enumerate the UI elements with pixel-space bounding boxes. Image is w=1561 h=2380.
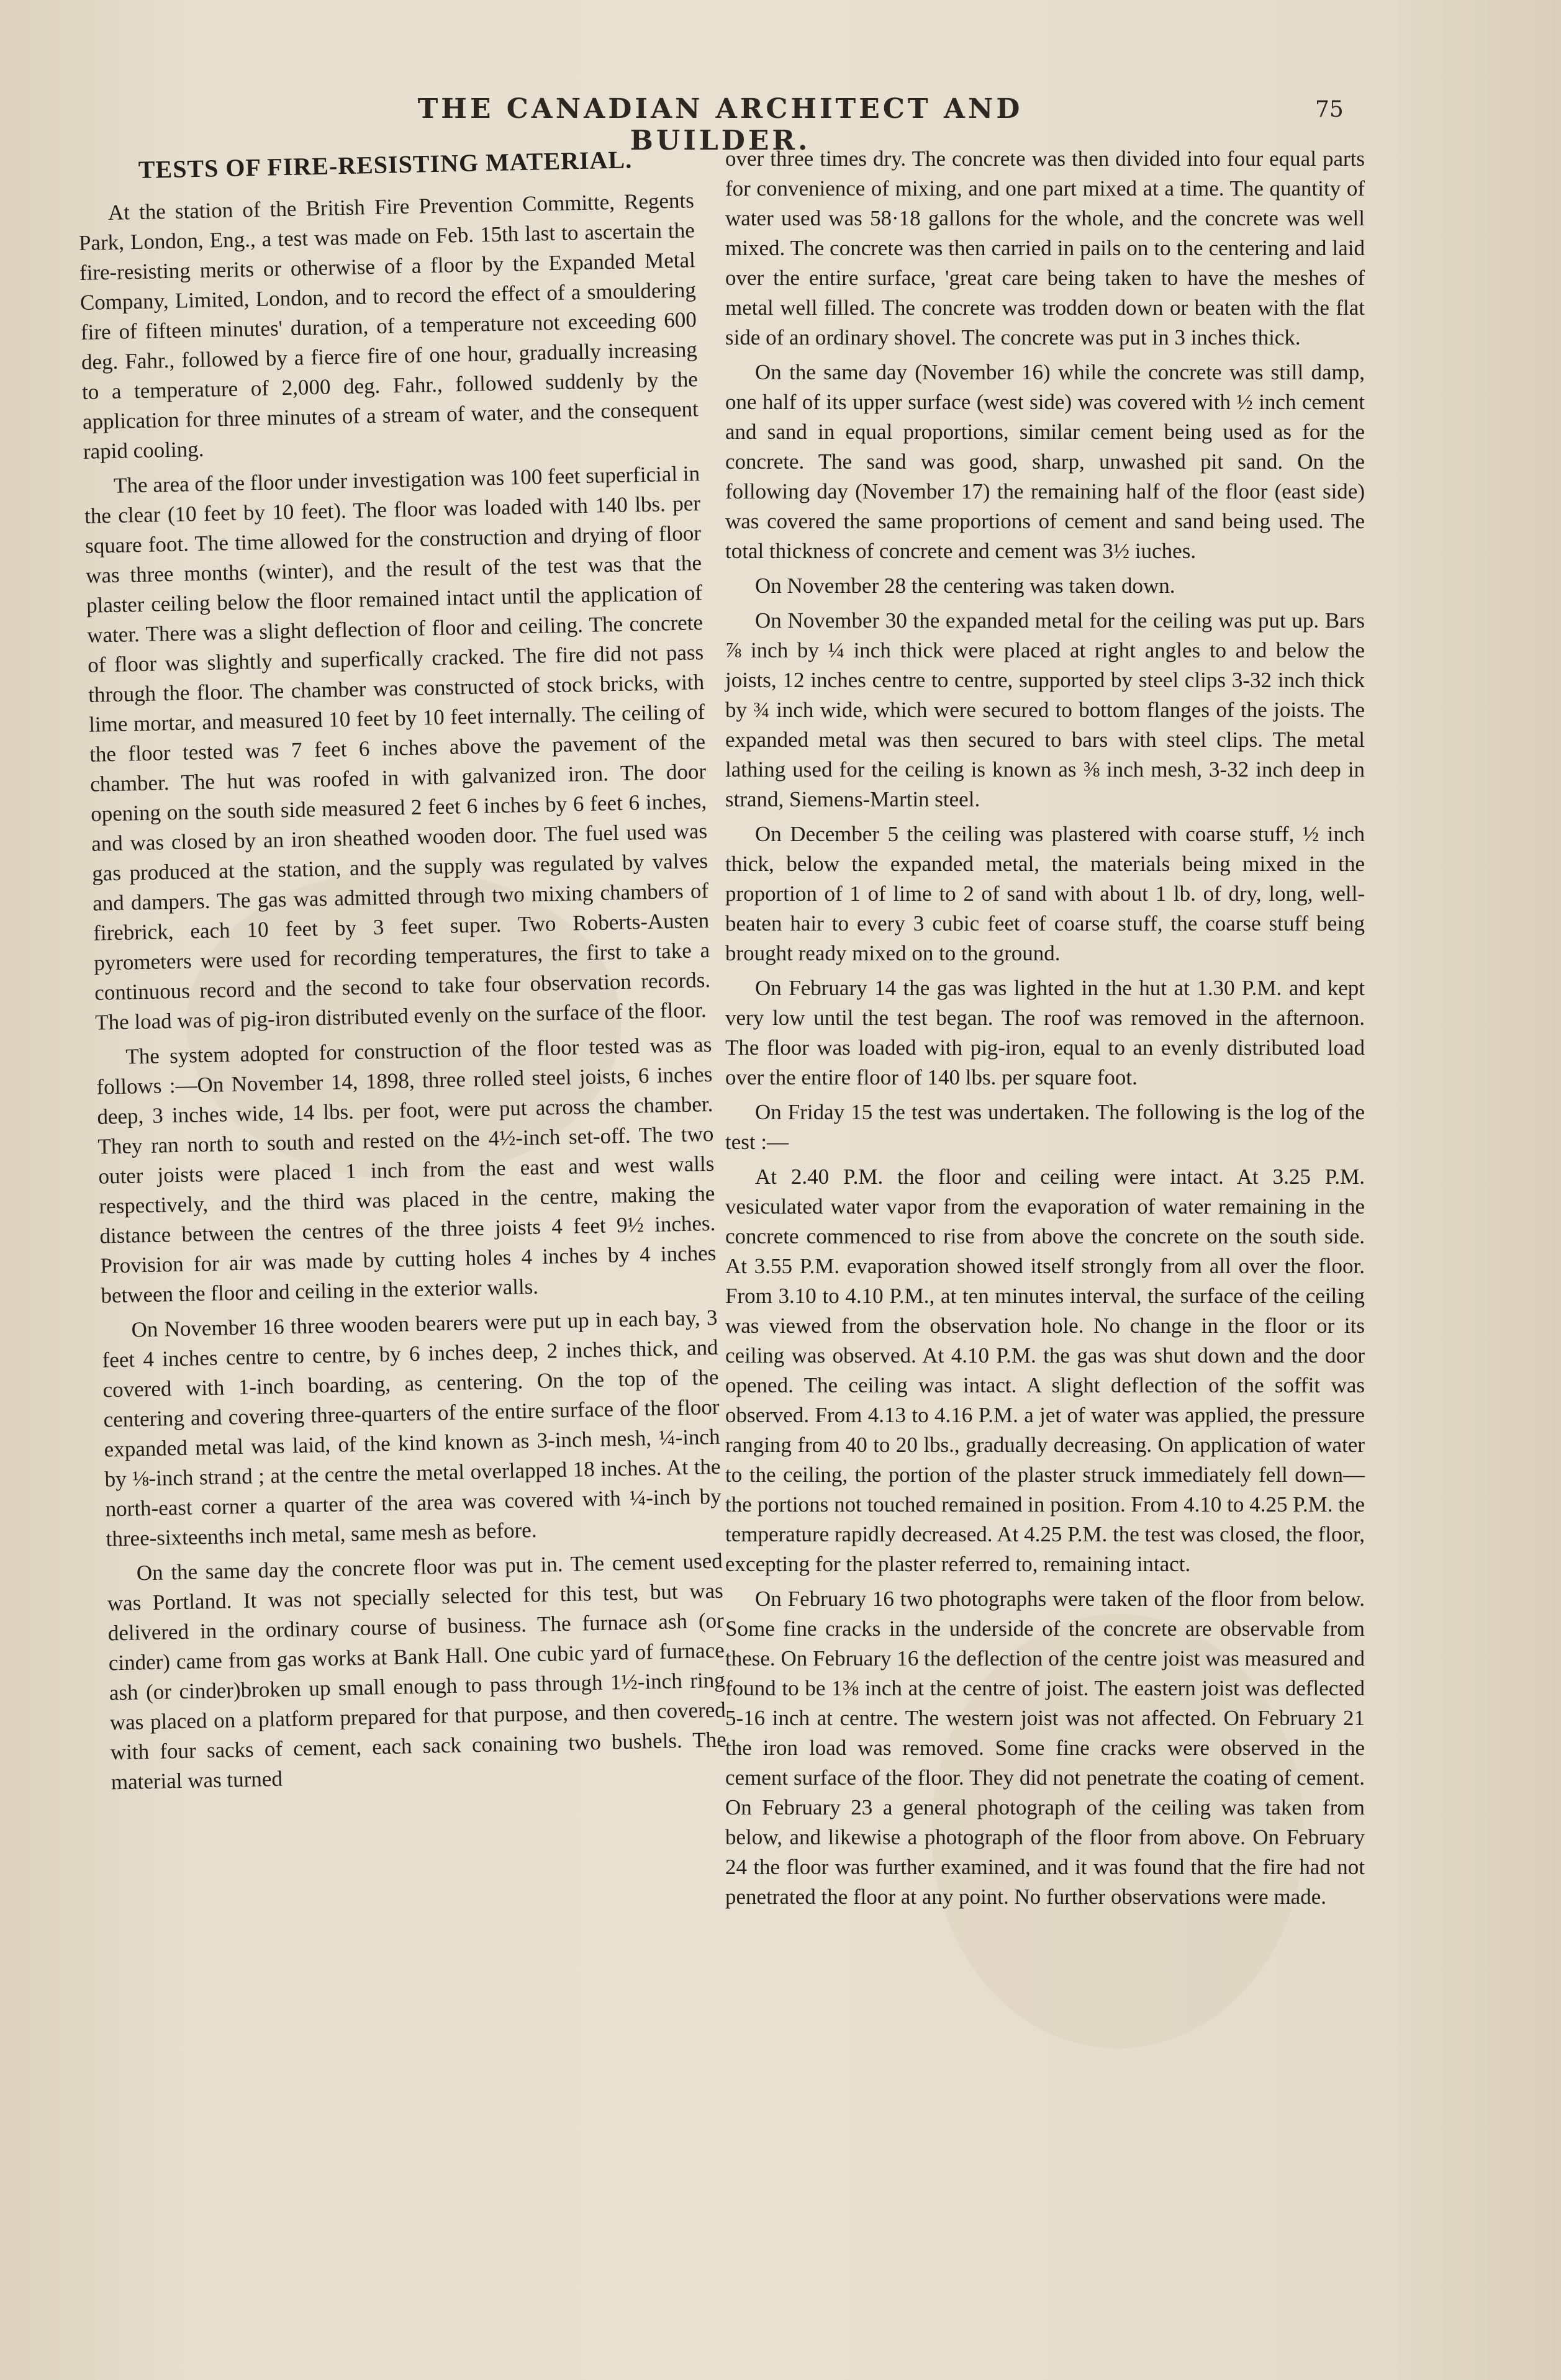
paragraph: At 2.40 P.M. the floor and ceiling were intact. At 3.25 P.M. vesiculated water vapor from the evaporation of water remaining in the concrete commenced to rise from above the concrete on the south side. At 3.55 P.M. evaporation showed itself strongly from all over the floor. From 3.10 to 4.10 P.M., at ten minutes interval, the surface of the ceiling was viewed from the observation hole. No change in the floor or its ceiling was observed. At 4.10 P.M. the gas was shut down and the door opened. The ceiling was intact. A slight deflection of the soffit was observed. From 4.13 to 4.16 P.M. a jet of water was applied, the pressure ranging from 40 to 20 lbs., gradually decreasing. On application of water to the ceiling, the portion of the plaster struck immediately fell down—the portions not touched remained in position. From 4.10 to 4.25 P.M. the temperature rapidly decreased. At 4.25 P.M. the test was closed, the floor, excepting for the plaster referred to, remaining intact. — [725, 1165, 1365, 1576]
paragraph: The system adopted for construction of the floor tested was as follows :—On November 14, 1898, three rolled steel joists, 6 inches deep, 3 inches wide, 14 lbs. per foot, were put across the chamber. They ran north to south and rested on the 4½-inch set-off. The two outer joists were placed 1 inch from the east and west walls respectively, and the third was placed in the centre, making the distance between the centres of the three joists 4 feet 9½ inches. Provision for air was made by cutting holes 4 inches by 4 inches between the floor and ceiling in the exterior walls. — [96, 1032, 717, 1308]
left-column — [77, 142, 727, 1802]
paragraph: At the station of the British Fire Prevention Committe, Regents Park, London, Eng., a test was made on Feb. 15th last to ascertain the fire-resisting merits or otherwise of a floor by the Expanded Metal Company, Limited, London, and to record the effect of a smouldering fire of fifteen minutes' duration, of a temperature not exceeding 600 deg. Fahr., followed by a fierce fire of one hour, gradually increasing to a temperature of 2,000 deg. Fahr., followed suddenly by the application for three minutes of a stream of water, and the consequent rapid cooling. — [78, 188, 699, 464]
paragraph: On December 5 the ceiling was plastered with coarse stuff, ½ inch thick, below the expanded metal, the materials being mixed in the proportion of 1 of lime to 2 of sand with about 1 lb. of dry, long, well-beaten hair to every 3 cubic feet of coarse stuff, the coarse stuff being brought ready mixed on to the ground. — [725, 822, 1365, 965]
running-title: THE CANADIAN ARCHITECT AND BUILDER. — [417, 93, 1023, 156]
page-header — [0, 93, 1561, 156]
paragraph: On November 30 the expanded metal for the ceiling was put up. Bars ⅞ inch by ¼ inch thick were placed at right angles to and below the joists, 12 inches centre to centre, supported by steel clips 3-32 inch thick by ¾ inch wide, which were secured to bottom flanges of the joists. The expanded metal was then secured to bars with steel clips. The metal lathing used for the ceiling is known as ⅜ inch mesh, 3-32 inch deep in strand, Siemens-Martin steel. — [725, 608, 1365, 811]
page-number: 75 — [1315, 97, 1344, 122]
article-title: TESTS OF FIRE-RESISTING MATERIAL. — [138, 145, 633, 184]
right-column — [725, 144, 1365, 1917]
paragraph: On Friday 15 the test was undertaken. The following is the log of the test :— — [725, 1100, 1365, 1154]
paragraph: The area of the floor under investigation was 100 feet superficial in the clear (10 feet by 10 feet). The floor was loaded with 140 lbs. per square foot. The time allowed for the construction and drying of floor was three months (winter), and the result of the test was that the plaster ceiling below the floor remained intact until the application of water. There was a slight deflection of floor and ceiling. The concrete of floor was slightly and superfically cracked. The fire did not pass through the floor. The chamber was constructed of stock bricks, with lime mortar, and measured 10 feet by 10 feet internally. The ceiling of the floor tested was 7 feet 6 inches above the pavement of the chamber. The hut was roofed in with galvanized iron. The door opening on the south side measured 2 feet 6 inches by 6 feet 6 inches, and was closed by an iron sheathed wooden door. The fuel used was gas produced at the station, and the supply was regulated by valves and dampers. The gas was admitted through two mixing chambers of firebrick, each 10 feet by 3 feet super. Two Roberts-Austen pyrometers were used for recording temperatures, the first to take a continuous record and the second to take four observation records. The load was of pig-iron distributed evenly on the surface of the floor. — [84, 461, 711, 1035]
paragraph: On the same day (November 16) while the concrete was still damp, one half of its upper surface (west side) was covered with ½ inch cement and sand in equal proportions, similar cement being used as for the concrete. The sand was good, sharp, unwashed pit sand. On the following day (November 17) the remaining half of the floor (east side) was covered the same proportions of cement and sand being used. The total thickness of concrete and cement was 3½ iuches. — [725, 360, 1365, 563]
paragraph: On November 28 the centering was taken down. — [755, 574, 1175, 598]
paragraph: On November 16 three wooden bearers were put up in each bay, 3 feet 4 inches centre to centre, by 6 inches deep, 2 inches thick, and covered with 1-inch boarding, as centering. On the top of the centering and covering three-quarters of the entire surface of the floor expanded metal was laid, of the kind known as 3-inch mesh, ¼-inch by ⅛-inch strand ; at the centre the metal overlapped 18 inches. At the north-east corner a quarter of the area was covered with ¼-inch by three-sixteenths inch metal, same mesh as before. — [102, 1305, 722, 1551]
paragraph-continued: over three times dry. The concrete was then divided into four equal parts for convenience of mixing, and one part mixed at a time. The quantity of water used was 58·18 gallons for the whole, and the concrete was well mixed. The concrete was then carried in pails on to the centering and laid over the entire surface, 'great care being taken to have the meshes of metal well filled. The concrete was trodden down or beaten with the flat side of an ordinary shovel. The concrete was put in 3 inches thick. — [725, 146, 1365, 349]
paragraph: On February 14 the gas was lighted in the hut at 1.30 P.M. and kept very low until the test began. The roof was removed in the afternoon. The floor was loaded with pig-iron, equal to an evenly distributed load over the entire floor of 140 lbs. per square foot. — [725, 976, 1365, 1089]
paragraph: On February 16 two photographs were taken of the floor from below. Some fine cracks in the underside of the concrete are observable from these. On February 16 the deflection of the centre joist was measured and found to be 1⅜ inch at the centre of joist. The eastern joist was deflected 5-16 inch at centre. The western joist was not affected. On February 21 the iron load was removed. Some fine cracks were observed in the cement surface of the floor. They did not penetrate the coating of cement. On February 23 a general photograph of the ceiling was taken from below, and likewise a photograph of the floor from above. On February 24 the floor was further examined, and it was found that the fire had not penetrated the floor at any point. No further observations were made. — [725, 1587, 1365, 1909]
paragraph: On the same day the concrete floor was put in. The cement used was Portland. It was not specially selected for this test, but was delivered in the ordinary course of business. The furnace ash (or cinder) came from gas works at Bank Hall. One cubic yard of furnace ash (or cinder)broken up small enough to pass through 1½-inch ring was placed on a platform prepared for that purpose, and then covered with four sacks of cement, each sack conaining two bushels. The material was turned — [107, 1548, 727, 1795]
